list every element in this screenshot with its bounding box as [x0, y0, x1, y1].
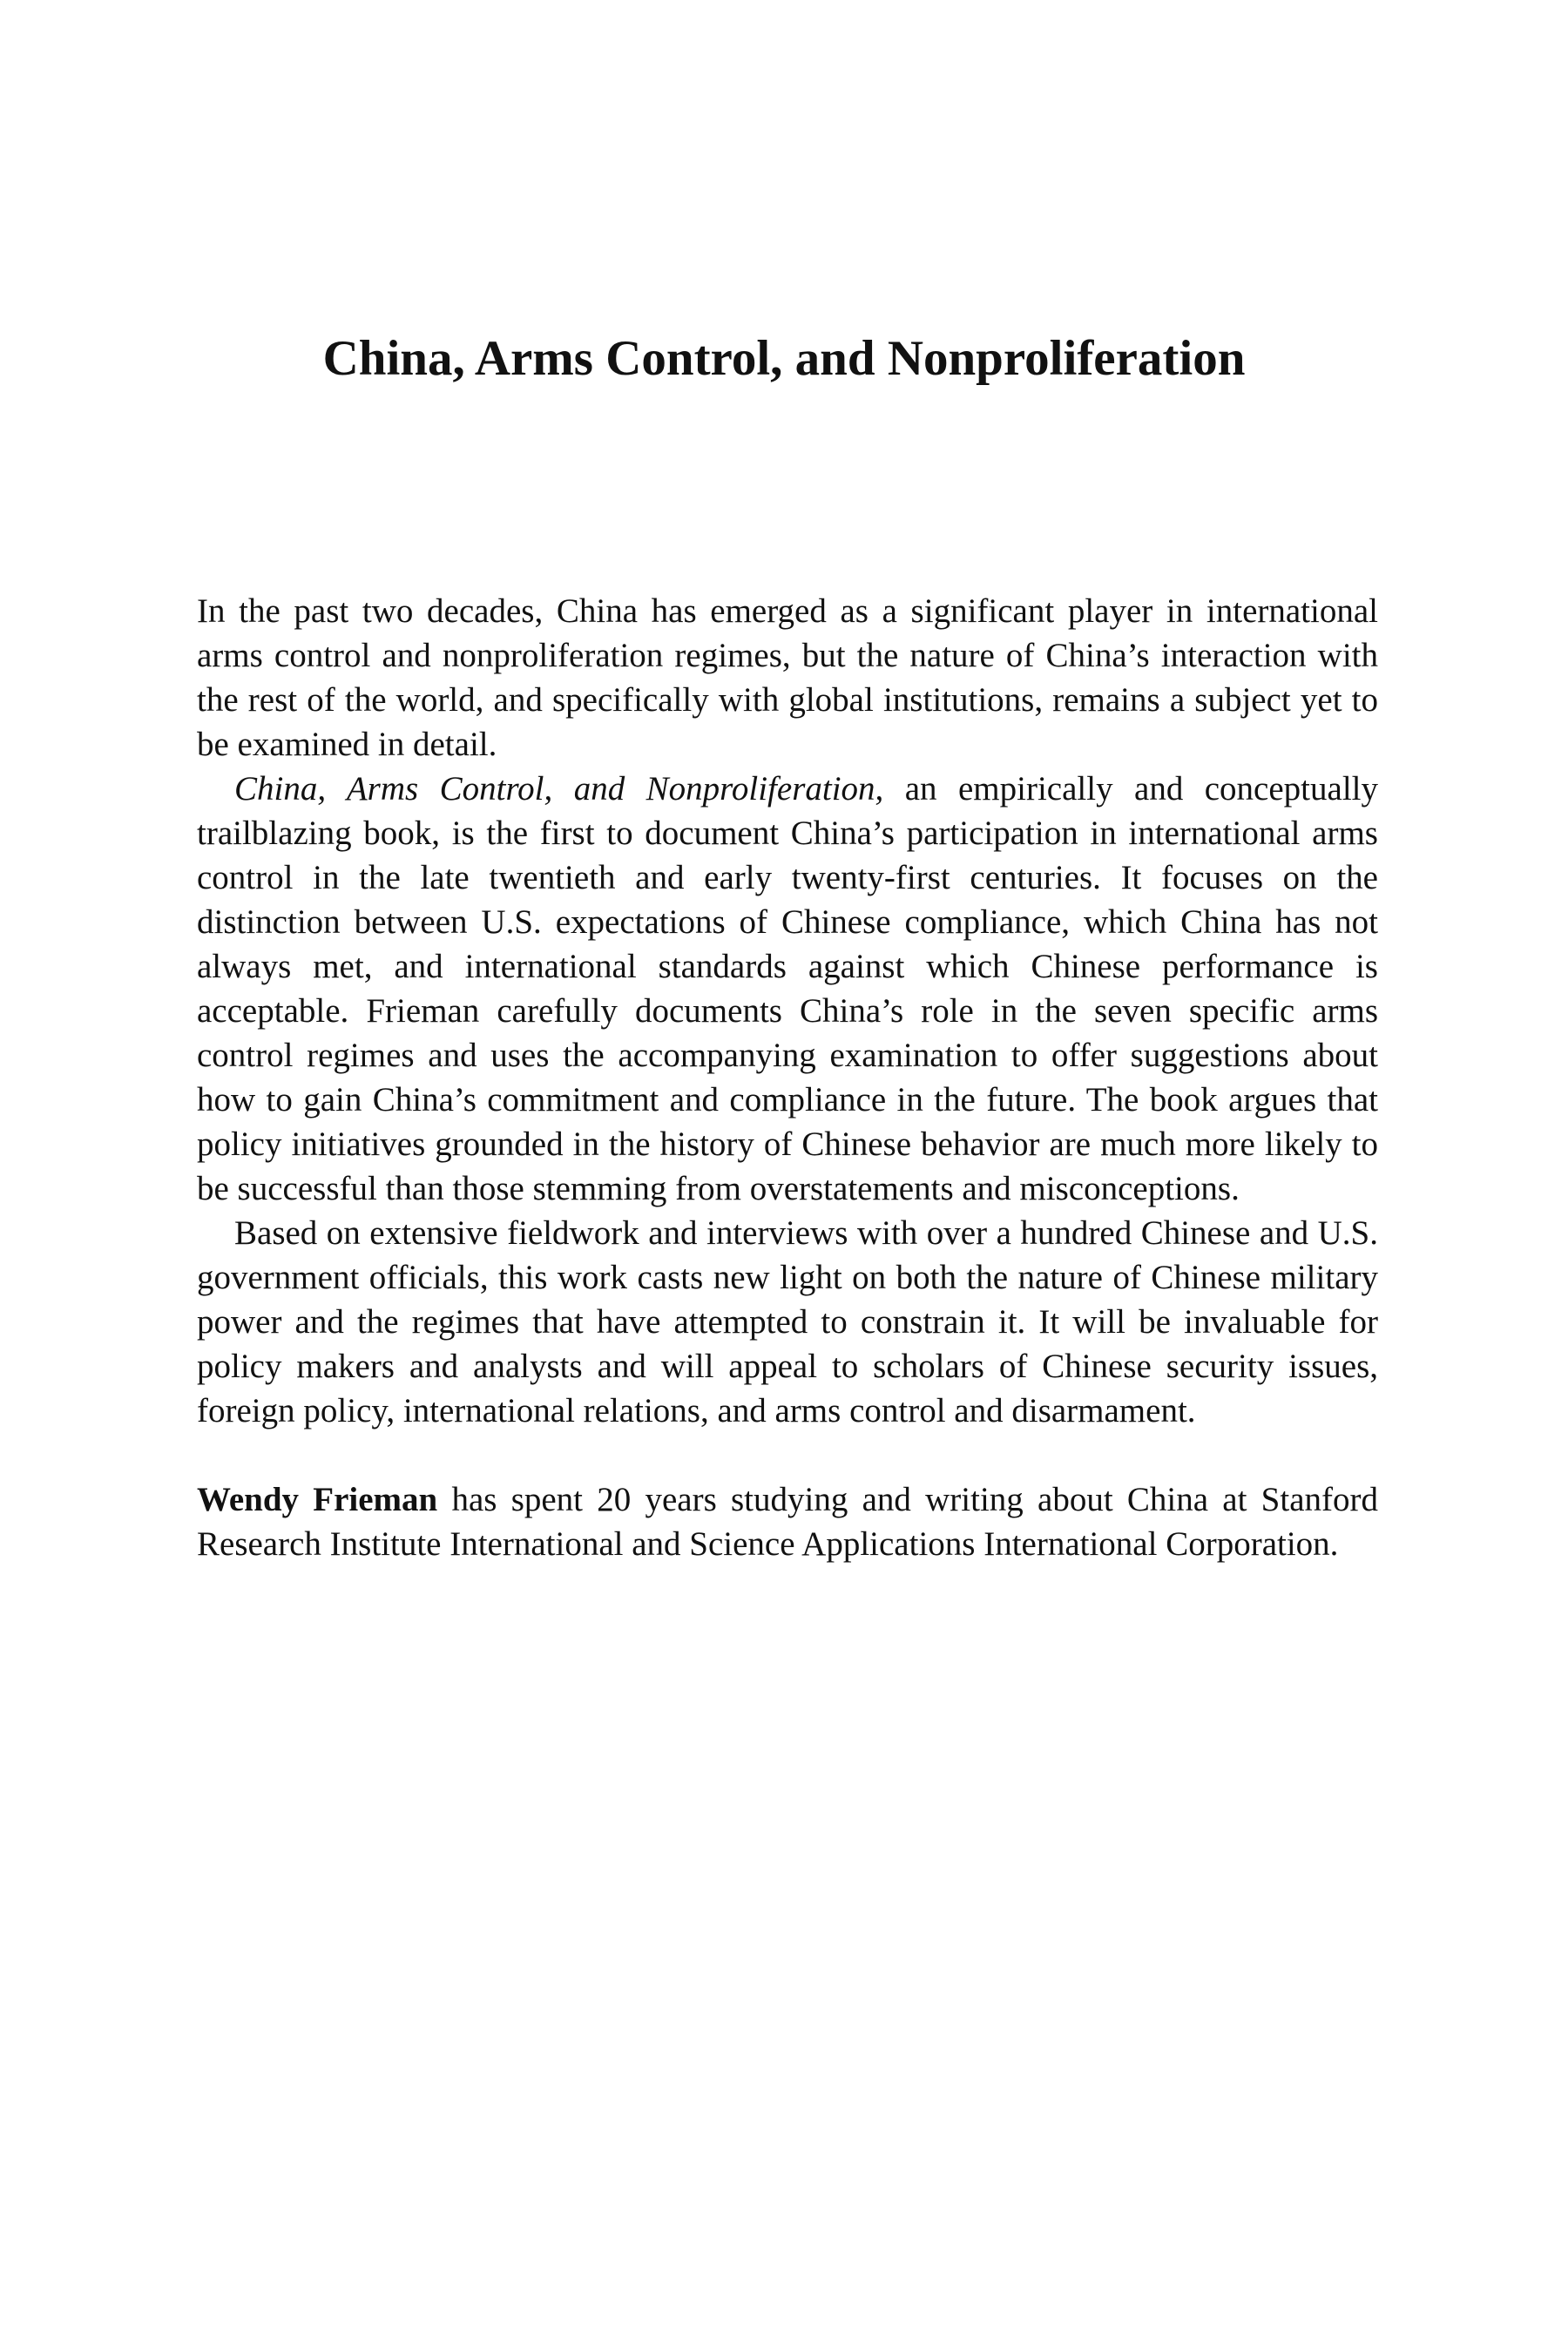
author-bio-text: has spent 20 years studying and writing about China at Stanford Research Institute International and Science Applications International Corporation. — [197, 1481, 1378, 1563]
description-paragraph-1 — [197, 589, 1378, 767]
description-paragraph-3 — [197, 1211, 1378, 1433]
book-description — [197, 589, 1378, 1566]
page-title: China, Arms Control, and Nonproliferation — [322, 331, 1246, 386]
book-title-italic: China, Arms Control, and Nonproliferation, — [234, 770, 884, 808]
paragraph-2-text: an empirically and conceptually trailblazing book, is the first to document China’s participation in international arms control in the late twentieth and early twenty-first centuries. It focuses on the distinction between U.S. expectations of Chinese compliance, which China has not always met, and international standards against which Chinese performance is acceptable. Frieman carefully documents China’s role in the seven specific arms control regimes and uses the accompanying examination to offer suggestions about how to gain China’s commitment and compliance in the future. The book argues that policy initiatives grounded in the history of Chinese behavior are much more likely to be successful than those stemming from overstatements and misconceptions. — [197, 770, 1378, 1207]
paragraph-1-text: In the past two decades, China has emerged as a significant player in international arms control and nonproliferation regimes, but the nature of China’s interaction with the rest of the world, and specifically with global institutions, remains a subject yet to be examined in detail. — [197, 592, 1378, 763]
paragraph-3-text: Based on extensive fieldwork and interviews with over a hundred Chinese and U.S. government officials, this work casts new light on both the nature of Chinese military power and the regimes that have attempted to constrain it. It will be invaluable for policy makers and analysts and will appeal to scholars of Chinese security issues, foreign policy, international relations, and arms control and disarmament. — [197, 1214, 1378, 1429]
description-paragraph-2 — [197, 767, 1378, 1211]
author-name: Wendy Frieman — [197, 1481, 438, 1518]
author-bio — [197, 1477, 1378, 1566]
